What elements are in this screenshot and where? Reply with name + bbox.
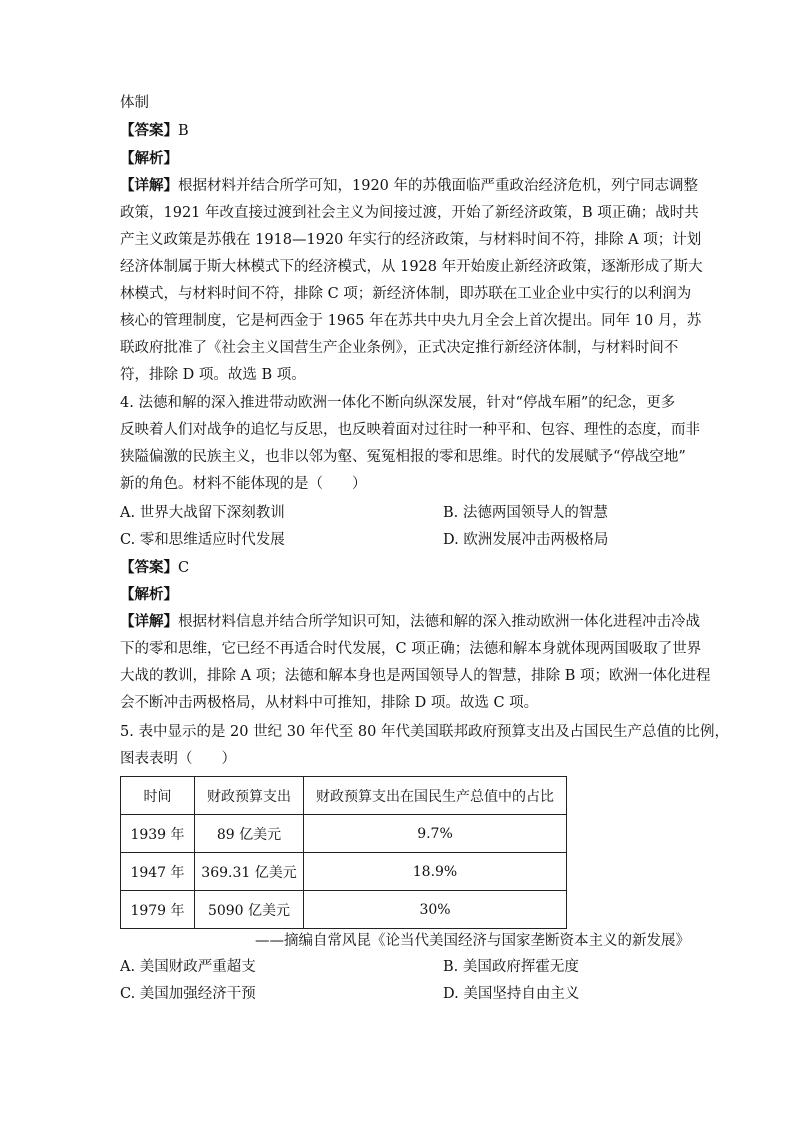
table-header: 时间 — [121, 777, 195, 815]
table-cell: 5090 亿美元 — [195, 891, 304, 929]
q4-stem-line: 4. 法德和解的深入推进带动欧洲一体化不断向纵深发展，针对“停战车厢”的纪念，更多 — [120, 395, 676, 411]
table-cell: 9.7% — [304, 815, 567, 853]
detail-label: 【详解】 — [120, 613, 178, 630]
table-cell: 1939 年 — [121, 815, 195, 853]
detail-line: 【详解】根据材料信息并结合所学知识可知，法德和解的深入推动欧洲一体化进程冲击冷战 — [120, 613, 700, 630]
detail-line: 林模式，与材料时间不符，排除 C 项；新经济体制，即苏联在工业企业中实行的以利润为 — [120, 286, 692, 302]
q4-option-c: C. 零和思维适应时代发展 — [120, 532, 285, 548]
table-source: ——摘编自常风昆《论当代美国经济与国家垄断资本主义的新发展》 — [255, 933, 690, 949]
table-row — [121, 815, 567, 853]
q4-stem-line: 新的角色。材料不能体现的是（ ） — [120, 476, 367, 492]
detail-line: 下的零和思维，它已经不再适合时代发展，C 项正确；法德和解本身就体现两国吸取了世界 — [120, 641, 702, 657]
detail-line: 【详解】根据材料并结合所学可知，1920 年的苏俄面临严重政治经济危机，列宁同志调整 — [120, 177, 699, 194]
table-row — [121, 853, 567, 891]
detail-line: 会不断冲击两极格局，从材料中可推知，排除 D 项。故选 C 项。 — [120, 695, 539, 711]
q5-option-a: A. 美国财政严重超支 — [120, 959, 256, 975]
analysis-label: 【解析】 — [120, 586, 178, 603]
table-header: 财政预算支出 — [195, 777, 304, 815]
q4-option-a: A. 世界大战留下深刻教训 — [120, 505, 285, 521]
q4-answer-line — [120, 558, 189, 578]
detail-line: 符，排除 D 项。故选 B 项。 — [120, 367, 306, 383]
table-cell: 369.31 亿美元 — [195, 853, 304, 891]
detail-line: 大战的教训，排除 A 项；法德和解本身也是两国领导人的智慧，排除 B 项；欧洲一体化进程 — [120, 668, 711, 684]
table-cell: 18.9% — [304, 853, 567, 891]
table-cell: 1979 年 — [121, 891, 195, 929]
table-header-row — [121, 777, 567, 815]
q5-stem-line: 图表表明（ ） — [120, 751, 236, 767]
answer-label: 【答案】 — [120, 122, 178, 139]
table-cell: 30% — [304, 891, 567, 929]
detail-line: 经济体制属于斯大林模式下的经济模式，从 1928 年开始废止新经济政策，逐渐形成了斯大 — [120, 259, 703, 275]
detail-line: 联政府批准了《社会主义国营生产企业条例》，正式决定推行新经济体制，与材料时间不 — [120, 340, 679, 356]
q5-option-b: B. 美国政府挥霍无度 — [443, 959, 579, 975]
prev-answer-line — [120, 121, 189, 141]
answer-label: 【答案】 — [120, 559, 178, 576]
detail-line: 产主义政策是苏俄在 1918—1920 年实行的经济政策，与材料时间不符，排除 A 项；计划 — [120, 232, 702, 248]
q4-option-d: D. 欧洲发展冲击两极格局 — [443, 532, 609, 548]
budget-table — [120, 776, 567, 929]
detail-label: 【详解】 — [120, 177, 178, 194]
q4-stem-line: 反映着人们对战争的追忆与反思，也反映着面对过往时一种平和、包容、理性的态度，而非 — [120, 422, 700, 438]
detail-line: 政策，1921 年改直接过渡到社会主义为间接过渡，开始了新经济政策，B 项正确；战时共 — [120, 205, 699, 221]
q5-stem-line: 5. 表中显示的是 20 世纪 30 年代至 80 年代美国联邦政府预算支出及占国民生产总值的比例， — [120, 724, 729, 740]
table-cell: 1947 年 — [121, 853, 195, 891]
detail-line: 核心的管理制度，它是柯西金于 1965 年在苏共中央九月全会上首次提出。同年 10 月，苏 — [120, 313, 702, 329]
answer-value: B — [178, 123, 189, 139]
analysis-label: 【解析】 — [120, 150, 178, 167]
q5-option-d: D. 美国坚持自由主义 — [443, 986, 580, 1002]
q4-option-b: B. 法德两国领导人的智慧 — [443, 505, 608, 521]
table-header: 财政预算支出在国民生产总值中的占比 — [304, 777, 567, 815]
prev-question-tail: 体制 — [120, 95, 149, 111]
table-row — [121, 891, 567, 929]
q5-option-c: C. 美国加强经济干预 — [120, 986, 256, 1002]
q4-stem-line: 狭隘偏激的民族主义，也非以邻为壑、冤冤相报的零和思维。时代的发展赋予“停战空地” — [120, 449, 686, 465]
answer-value: C — [178, 560, 190, 576]
table-cell: 89 亿美元 — [195, 815, 304, 853]
